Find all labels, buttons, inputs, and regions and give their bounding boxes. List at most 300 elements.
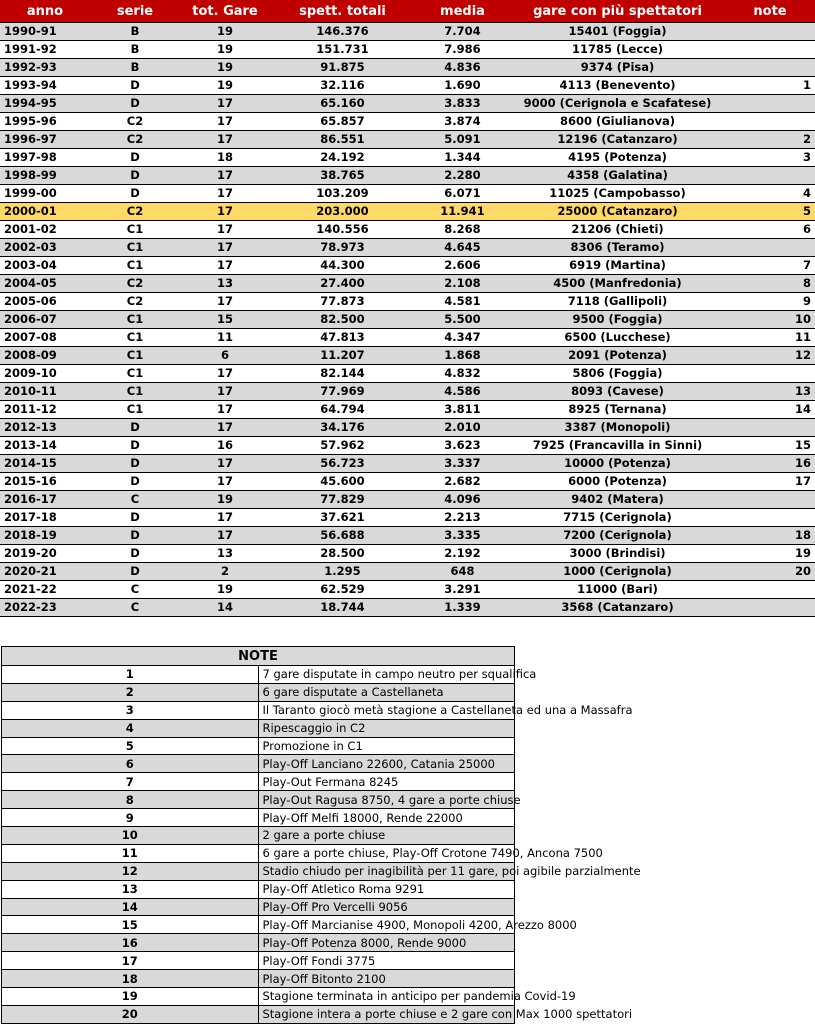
cell-max: 6500 (Lucchese) xyxy=(510,329,725,347)
cell-note: 9 xyxy=(725,293,815,311)
cell-anno: 2016-17 xyxy=(0,491,90,509)
table-row xyxy=(0,419,815,437)
cell-anno: 2009-10 xyxy=(0,365,90,383)
cell-spett: 38.765 xyxy=(270,167,415,185)
cell-note: 1 xyxy=(725,77,815,95)
table-row xyxy=(0,113,815,131)
cell-max: 5806 (Foggia) xyxy=(510,365,725,383)
cell-note xyxy=(725,599,815,617)
table-row xyxy=(0,599,815,617)
table-row xyxy=(0,347,815,365)
table-row xyxy=(0,509,815,527)
cell-media: 4.832 xyxy=(415,365,510,383)
cell-media: 5.500 xyxy=(415,311,510,329)
cell-serie: C2 xyxy=(90,293,180,311)
cell-anno: 1999-00 xyxy=(0,185,90,203)
header-media: media xyxy=(415,0,510,23)
notes-title: NOTE xyxy=(2,647,515,666)
cell-spett: 78.973 xyxy=(270,239,415,257)
cell-anno: 2000-01 xyxy=(0,203,90,221)
table-row xyxy=(0,329,815,347)
cell-gare: 19 xyxy=(180,41,270,59)
cell-spett: 34.176 xyxy=(270,419,415,437)
note-number: 10 xyxy=(2,827,259,845)
note-row xyxy=(2,719,515,737)
cell-note: 5 xyxy=(725,203,815,221)
cell-spett: 151.731 xyxy=(270,41,415,59)
note-text: Play-Off Marcianise 4900, Monopoli 4200, Arezzo 8000 xyxy=(258,916,515,934)
cell-media: 4.096 xyxy=(415,491,510,509)
cell-serie: D xyxy=(90,455,180,473)
cell-note: 10 xyxy=(725,311,815,329)
table-row xyxy=(0,437,815,455)
header-spett: spett. totali xyxy=(270,0,415,23)
cell-serie: D xyxy=(90,473,180,491)
cell-serie: B xyxy=(90,41,180,59)
cell-media: 648 xyxy=(415,563,510,581)
cell-media: 8.268 xyxy=(415,221,510,239)
cell-gare: 17 xyxy=(180,113,270,131)
table-row xyxy=(0,59,815,77)
note-text: Stagione terminata in anticipo per pandemia Covid-19 xyxy=(258,988,515,1006)
cell-anno: 2006-07 xyxy=(0,311,90,329)
note-row xyxy=(2,1005,515,1023)
cell-anno: 2022-23 xyxy=(0,599,90,617)
cell-max: 7118 (Gallipoli) xyxy=(510,293,725,311)
cell-spett: 140.556 xyxy=(270,221,415,239)
cell-anno: 1996-97 xyxy=(0,131,90,149)
notes-table xyxy=(1,646,641,1024)
note-text: Il Taranto giocò metà stagione a Castellaneta ed una a Massafra xyxy=(258,701,515,719)
cell-media: 1.344 xyxy=(415,149,510,167)
cell-gare: 19 xyxy=(180,23,270,41)
cell-gare: 17 xyxy=(180,509,270,527)
table-row xyxy=(0,41,815,59)
cell-max: 12196 (Catanzaro) xyxy=(510,131,725,149)
cell-serie: C2 xyxy=(90,113,180,131)
cell-spett: 1.295 xyxy=(270,563,415,581)
cell-media: 4.581 xyxy=(415,293,510,311)
note-row xyxy=(2,755,515,773)
cell-media: 3.623 xyxy=(415,437,510,455)
note-number: 20 xyxy=(2,1005,259,1023)
cell-serie: D xyxy=(90,509,180,527)
note-text: Play-Off Pro Vercelli 9056 xyxy=(258,898,515,916)
cell-media: 4.586 xyxy=(415,383,510,401)
cell-max: 21206 (Chieti) xyxy=(510,221,725,239)
note-number: 16 xyxy=(2,934,259,952)
note-number: 2 xyxy=(2,683,259,701)
note-row xyxy=(2,952,515,970)
notes-body xyxy=(2,666,641,1024)
note-row xyxy=(2,988,515,1006)
cell-spett: 37.621 xyxy=(270,509,415,527)
table-row xyxy=(0,203,815,221)
cell-spett: 77.829 xyxy=(270,491,415,509)
cell-anno: 2021-22 xyxy=(0,581,90,599)
header-max: gare con più spettatori xyxy=(510,0,725,23)
cell-spett: 91.875 xyxy=(270,59,415,77)
cell-max: 7715 (Cerignola) xyxy=(510,509,725,527)
cell-note xyxy=(725,509,815,527)
cell-max: 4358 (Galatina) xyxy=(510,167,725,185)
note-text: Play-Off Lanciano 22600, Catania 25000 xyxy=(258,755,515,773)
cell-serie: D xyxy=(90,545,180,563)
note-text: 7 gare disputate in campo neutro per squalifica xyxy=(258,666,515,684)
cell-serie: B xyxy=(90,59,180,77)
note-number: 7 xyxy=(2,773,259,791)
cell-spett: 45.600 xyxy=(270,473,415,491)
table-row xyxy=(0,527,815,545)
note-text: Promozione in C1 xyxy=(258,737,515,755)
header-gare: tot. Gare xyxy=(180,0,270,23)
cell-note xyxy=(725,23,815,41)
cell-media: 3.874 xyxy=(415,113,510,131)
cell-max: 11000 (Bari) xyxy=(510,581,725,599)
cell-note: 17 xyxy=(725,473,815,491)
cell-anno: 2011-12 xyxy=(0,401,90,419)
cell-max: 8600 (Giulianova) xyxy=(510,113,725,131)
cell-anno: 2004-05 xyxy=(0,275,90,293)
table-row xyxy=(0,95,815,113)
note-row xyxy=(2,773,515,791)
cell-media: 2.108 xyxy=(415,275,510,293)
cell-anno: 2015-16 xyxy=(0,473,90,491)
note-row xyxy=(2,880,515,898)
note-row xyxy=(2,683,515,701)
cell-max: 8093 (Cavese) xyxy=(510,383,725,401)
cell-anno: 2014-15 xyxy=(0,455,90,473)
cell-spett: 56.688 xyxy=(270,527,415,545)
table-row xyxy=(0,149,815,167)
cell-spett: 32.116 xyxy=(270,77,415,95)
cell-serie: D xyxy=(90,167,180,185)
cell-anno: 2001-02 xyxy=(0,221,90,239)
cell-serie: D xyxy=(90,419,180,437)
table-row xyxy=(0,221,815,239)
cell-serie: C1 xyxy=(90,311,180,329)
cell-serie: C1 xyxy=(90,401,180,419)
table-row xyxy=(0,365,815,383)
cell-serie: C1 xyxy=(90,329,180,347)
cell-note xyxy=(725,239,815,257)
cell-gare: 17 xyxy=(180,203,270,221)
table-row xyxy=(0,257,815,275)
cell-gare: 17 xyxy=(180,293,270,311)
cell-spett: 77.969 xyxy=(270,383,415,401)
cell-serie: C1 xyxy=(90,383,180,401)
note-row xyxy=(2,898,515,916)
cell-max: 15401 (Foggia) xyxy=(510,23,725,41)
note-row xyxy=(2,791,515,809)
note-number: 3 xyxy=(2,701,259,719)
cell-media: 3.811 xyxy=(415,401,510,419)
table-row xyxy=(0,473,815,491)
cell-gare: 17 xyxy=(180,95,270,113)
cell-gare: 13 xyxy=(180,545,270,563)
cell-gare: 17 xyxy=(180,419,270,437)
cell-note: 6 xyxy=(725,221,815,239)
note-text: Play-Off Bitonto 2100 xyxy=(258,970,515,988)
cell-spett: 57.962 xyxy=(270,437,415,455)
cell-anno: 2007-08 xyxy=(0,329,90,347)
cell-spett: 86.551 xyxy=(270,131,415,149)
cell-spett: 64.794 xyxy=(270,401,415,419)
cell-spett: 27.400 xyxy=(270,275,415,293)
cell-spett: 44.300 xyxy=(270,257,415,275)
note-number: 13 xyxy=(2,880,259,898)
note-number: 17 xyxy=(2,952,259,970)
cell-max: 9374 (Pisa) xyxy=(510,59,725,77)
cell-media: 4.836 xyxy=(415,59,510,77)
table-row xyxy=(0,185,815,203)
cell-spett: 28.500 xyxy=(270,545,415,563)
cell-max: 11785 (Lecce) xyxy=(510,41,725,59)
cell-note xyxy=(725,41,815,59)
cell-gare: 11 xyxy=(180,329,270,347)
cell-note: 15 xyxy=(725,437,815,455)
cell-note xyxy=(725,59,815,77)
cell-gare: 16 xyxy=(180,437,270,455)
cell-anno: 1993-94 xyxy=(0,77,90,95)
cell-gare: 17 xyxy=(180,527,270,545)
note-number: 1 xyxy=(2,666,259,684)
cell-gare: 17 xyxy=(180,455,270,473)
cell-gare: 17 xyxy=(180,221,270,239)
cell-media: 4.347 xyxy=(415,329,510,347)
cell-note: 18 xyxy=(725,527,815,545)
cell-note: 8 xyxy=(725,275,815,293)
cell-media: 3.833 xyxy=(415,95,510,113)
cell-note xyxy=(725,365,815,383)
table-row xyxy=(0,167,815,185)
cell-serie: C2 xyxy=(90,131,180,149)
cell-serie: D xyxy=(90,149,180,167)
note-row xyxy=(2,862,515,880)
cell-anno: 2013-14 xyxy=(0,437,90,455)
note-text: Play-Off Fondi 3775 xyxy=(258,952,515,970)
cell-anno: 2017-18 xyxy=(0,509,90,527)
cell-anno: 2018-19 xyxy=(0,527,90,545)
cell-anno: 1990-91 xyxy=(0,23,90,41)
table-row xyxy=(0,239,815,257)
cell-max: 4500 (Manfredonia) xyxy=(510,275,725,293)
cell-max: 6919 (Martina) xyxy=(510,257,725,275)
cell-serie: D xyxy=(90,563,180,581)
cell-anno: 1997-98 xyxy=(0,149,90,167)
cell-gare: 6 xyxy=(180,347,270,365)
cell-spett: 11.207 xyxy=(270,347,415,365)
table-row xyxy=(0,131,815,149)
cell-media: 6.071 xyxy=(415,185,510,203)
cell-note: 7 xyxy=(725,257,815,275)
cell-gare: 14 xyxy=(180,599,270,617)
cell-note: 11 xyxy=(725,329,815,347)
cell-max: 25000 (Catanzaro) xyxy=(510,203,725,221)
cell-media: 1.690 xyxy=(415,77,510,95)
cell-gare: 2 xyxy=(180,563,270,581)
cell-serie: C xyxy=(90,581,180,599)
note-text: 6 gare disputate a Castellaneta xyxy=(258,683,515,701)
header-note: note xyxy=(725,0,815,23)
header-anno: anno xyxy=(0,0,90,23)
cell-note: 20 xyxy=(725,563,815,581)
table-row xyxy=(0,23,815,41)
cell-note: 14 xyxy=(725,401,815,419)
note-text: Play-Off Potenza 8000, Rende 9000 xyxy=(258,934,515,952)
cell-anno: 2010-11 xyxy=(0,383,90,401)
cell-gare: 19 xyxy=(180,581,270,599)
cell-spett: 65.160 xyxy=(270,95,415,113)
cell-note: 16 xyxy=(725,455,815,473)
cell-gare: 17 xyxy=(180,131,270,149)
cell-serie: C2 xyxy=(90,275,180,293)
note-text: 2 gare a porte chiuse xyxy=(258,827,515,845)
cell-spett: 56.723 xyxy=(270,455,415,473)
table-row xyxy=(0,275,815,293)
cell-anno: 2008-09 xyxy=(0,347,90,365)
cell-gare: 17 xyxy=(180,185,270,203)
note-text: Play-Off Melfi 18000, Rende 22000 xyxy=(258,809,515,827)
cell-serie: C1 xyxy=(90,365,180,383)
cell-anno: 2020-21 xyxy=(0,563,90,581)
cell-spett: 62.529 xyxy=(270,581,415,599)
cell-note: 12 xyxy=(725,347,815,365)
cell-note: 2 xyxy=(725,131,815,149)
notes-header-row xyxy=(2,647,515,666)
cell-serie: C1 xyxy=(90,257,180,275)
table-row xyxy=(0,383,815,401)
cell-max: 7200 (Cerignola) xyxy=(510,527,725,545)
cell-serie: C1 xyxy=(90,221,180,239)
note-text: Stagione intera a porte chiuse e 2 gare con Max 1000 spettatori xyxy=(258,1005,515,1023)
note-number: 9 xyxy=(2,809,259,827)
note-text: Play-Off Atletico Roma 9291 xyxy=(258,880,515,898)
note-row xyxy=(2,809,515,827)
cell-serie: B xyxy=(90,23,180,41)
cell-serie: C1 xyxy=(90,239,180,257)
cell-gare: 15 xyxy=(180,311,270,329)
cell-media: 4.645 xyxy=(415,239,510,257)
table-row xyxy=(0,311,815,329)
cell-anno: 2012-13 xyxy=(0,419,90,437)
cell-note xyxy=(725,95,815,113)
note-number: 11 xyxy=(2,844,259,862)
note-number: 14 xyxy=(2,898,259,916)
table-body xyxy=(0,23,815,617)
note-row xyxy=(2,827,515,845)
cell-spett: 47.813 xyxy=(270,329,415,347)
cell-media: 3.335 xyxy=(415,527,510,545)
note-number: 6 xyxy=(2,755,259,773)
note-number: 19 xyxy=(2,988,259,1006)
cell-media: 2.010 xyxy=(415,419,510,437)
cell-anno: 1992-93 xyxy=(0,59,90,77)
note-number: 12 xyxy=(2,862,259,880)
cell-anno: 1991-92 xyxy=(0,41,90,59)
cell-anno: 2002-03 xyxy=(0,239,90,257)
cell-media: 2.192 xyxy=(415,545,510,563)
cell-media: 1.339 xyxy=(415,599,510,617)
cell-note xyxy=(725,491,815,509)
table-row xyxy=(0,581,815,599)
cell-note xyxy=(725,581,815,599)
cell-note: 13 xyxy=(725,383,815,401)
cell-gare: 17 xyxy=(180,401,270,419)
cell-gare: 17 xyxy=(180,365,270,383)
note-row xyxy=(2,916,515,934)
cell-max: 11025 (Campobasso) xyxy=(510,185,725,203)
cell-media: 7.986 xyxy=(415,41,510,59)
cell-max: 8925 (Ternana) xyxy=(510,401,725,419)
cell-anno: 1998-99 xyxy=(0,167,90,185)
table-row xyxy=(0,545,815,563)
cell-spett: 65.857 xyxy=(270,113,415,131)
cell-anno: 2019-20 xyxy=(0,545,90,563)
cell-gare: 19 xyxy=(180,59,270,77)
cell-max: 2091 (Potenza) xyxy=(510,347,725,365)
note-text: Play-Out Ragusa 8750, 4 gare a porte chiuse xyxy=(258,791,515,809)
cell-serie: C xyxy=(90,491,180,509)
cell-gare: 19 xyxy=(180,491,270,509)
cell-anno: 2005-06 xyxy=(0,293,90,311)
cell-spett: 82.144 xyxy=(270,365,415,383)
cell-gare: 17 xyxy=(180,383,270,401)
cell-max: 4113 (Benevento) xyxy=(510,77,725,95)
cell-media: 3.291 xyxy=(415,581,510,599)
cell-serie: D xyxy=(90,95,180,113)
cell-serie: D xyxy=(90,437,180,455)
note-number: 4 xyxy=(2,719,259,737)
cell-anno: 1994-95 xyxy=(0,95,90,113)
cell-max: 3387 (Monopoli) xyxy=(510,419,725,437)
note-number: 8 xyxy=(2,791,259,809)
note-text: Play-Out Fermana 8245 xyxy=(258,773,515,791)
cell-gare: 17 xyxy=(180,473,270,491)
cell-gare: 18 xyxy=(180,149,270,167)
cell-note: 19 xyxy=(725,545,815,563)
cell-max: 7925 (Francavilla in Sinni) xyxy=(510,437,725,455)
cell-serie: D xyxy=(90,77,180,95)
cell-serie: D xyxy=(90,527,180,545)
cell-media: 7.704 xyxy=(415,23,510,41)
note-text: Ripescaggio in C2 xyxy=(258,719,515,737)
cell-serie: C2 xyxy=(90,203,180,221)
cell-spett: 82.500 xyxy=(270,311,415,329)
cell-serie: C1 xyxy=(90,347,180,365)
cell-note xyxy=(725,419,815,437)
cell-max: 1000 (Cerignola) xyxy=(510,563,725,581)
cell-gare: 17 xyxy=(180,239,270,257)
cell-spett: 18.744 xyxy=(270,599,415,617)
cell-spett: 203.000 xyxy=(270,203,415,221)
table-row xyxy=(0,563,815,581)
cell-spett: 24.192 xyxy=(270,149,415,167)
table-row xyxy=(0,77,815,95)
cell-media: 3.337 xyxy=(415,455,510,473)
cell-gare: 19 xyxy=(180,77,270,95)
table-header-row xyxy=(0,0,815,23)
table-row xyxy=(0,401,815,419)
cell-media: 1.868 xyxy=(415,347,510,365)
cell-max: 3000 (Brindisi) xyxy=(510,545,725,563)
cell-spett: 103.209 xyxy=(270,185,415,203)
cell-max: 6000 (Potenza) xyxy=(510,473,725,491)
table-row xyxy=(0,455,815,473)
cell-media: 2.213 xyxy=(415,509,510,527)
cell-media: 5.091 xyxy=(415,131,510,149)
header-serie: serie xyxy=(90,0,180,23)
